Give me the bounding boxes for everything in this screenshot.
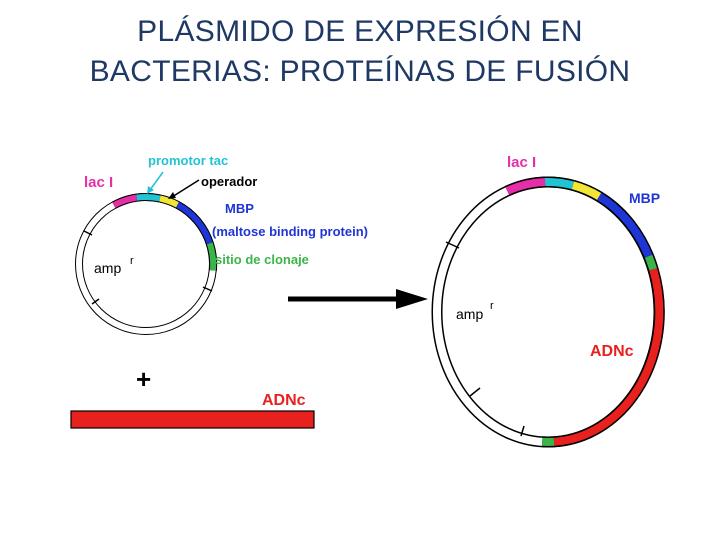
right-amp-superscript: r (490, 300, 494, 312)
right-plasmid (437, 154, 660, 442)
left-promoter-label: promotor tac (148, 153, 229, 168)
left-operator-pointer (172, 180, 199, 197)
right-cloning-site-segment-top-fill (649, 256, 654, 269)
right-promoter-segment-fill (545, 182, 573, 185)
right-amp-label: amp (456, 306, 484, 322)
left-operator-label: operador (201, 174, 258, 189)
left-cloning-site-label: sitio de clonaje (215, 252, 309, 267)
left-promoter-pointer-head (147, 186, 154, 194)
insert-label: ADNc (262, 392, 306, 409)
left-promoter-pointer (150, 172, 163, 190)
left-mbp-description: (maltose binding protein) (212, 224, 368, 239)
left-amp-label: amp (94, 260, 122, 276)
right-mbp-label: MBP (629, 190, 661, 206)
right-adnc-label: ADNc (590, 343, 634, 360)
ligation-arrow (288, 289, 428, 309)
title-line-2: BACTERIAS: PROTEÍNAS DE FUSIÓN (89, 55, 631, 88)
left-mbp-label: MBP (225, 201, 254, 216)
left-cloning-site-segment-fill (210, 243, 213, 270)
plus-sign: + (136, 364, 152, 394)
title-line-1: PLÁSMIDO DE EXPRESIÓN EN (137, 15, 583, 48)
left-amp-superscript: r (130, 255, 134, 267)
right-tick-2 (470, 388, 480, 396)
arrow-head (396, 289, 428, 309)
right-lac-label: lac I (507, 154, 537, 171)
adnc-insert-bar (71, 411, 314, 428)
left-promoter-segment-fill (137, 197, 160, 199)
left-lac-label: lac I (84, 174, 114, 191)
left-plasmid (79, 153, 368, 331)
